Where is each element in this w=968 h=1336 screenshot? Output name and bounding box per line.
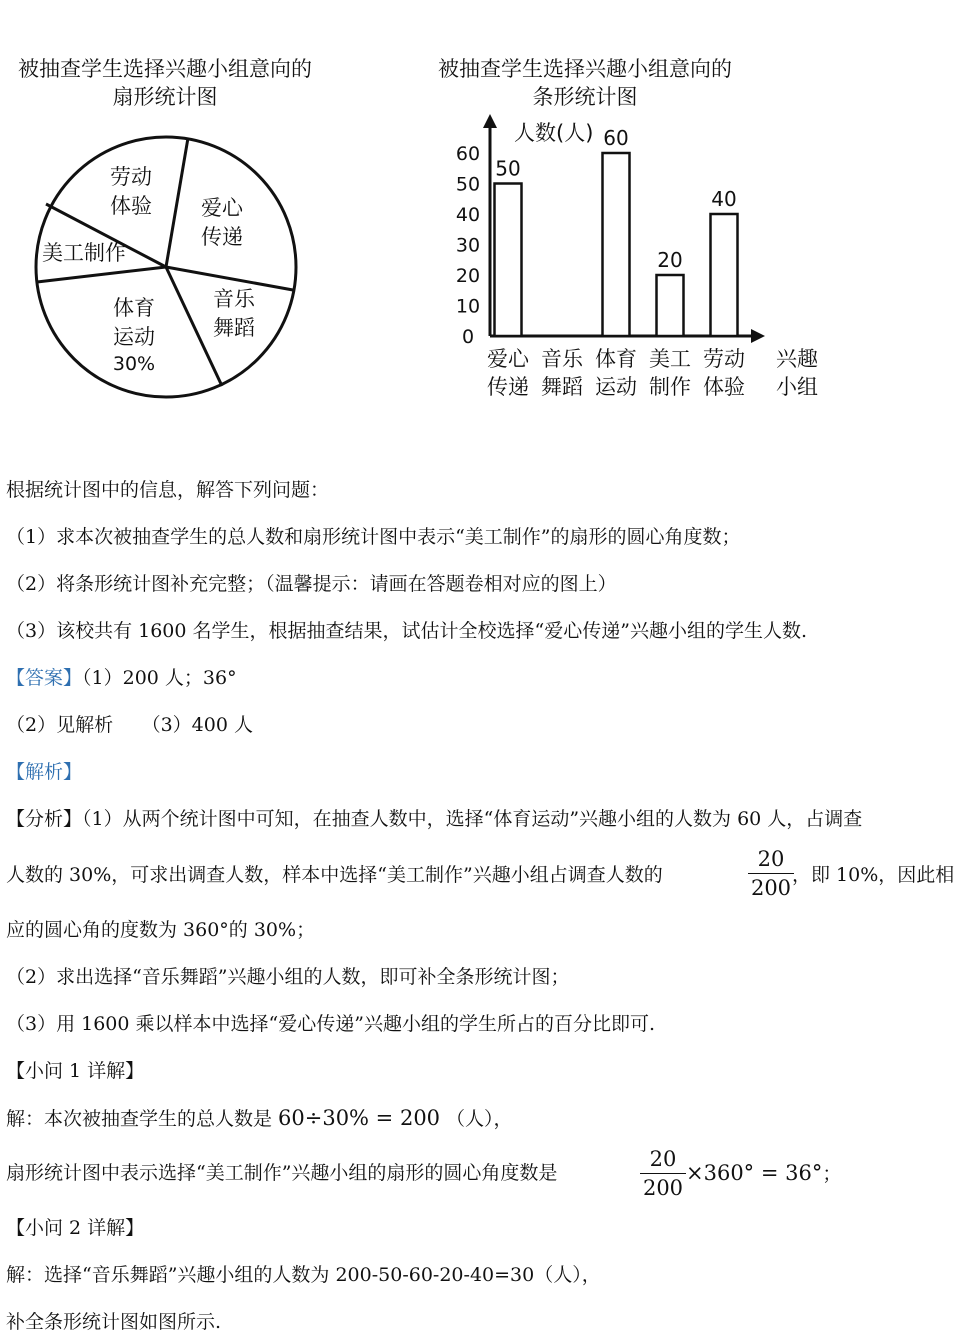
y-tick-label: 20 [455,265,481,287]
x-axis-label-line2: 小组 [776,375,818,399]
fenxi-5: （3）用 1600 乘以样本中选择“爱心传递”兴趣小组的学生所占的百分比即可. [6,1013,655,1035]
pie-label-laodong-1: 劳动 [110,165,152,189]
x-tick-label-line2: 传递 [487,375,529,399]
sub2-tag: 【小问 2 详解】 [6,1217,145,1239]
sub1-tag: 【小问 1 详解】 [6,1060,145,1082]
y-tick-label: 60 [455,143,481,165]
bar-chart-title-line2: 条形统计图 [532,85,638,109]
y-tick-label: 30 [455,234,481,257]
pie-label-yinyue-2: 舞蹈 [213,316,255,340]
sub1-c: 扇形统计图中表示选择“美工制作”兴趣小组的扇形的圆心角度数是 [6,1162,558,1184]
answer-line-1 [6,666,237,690]
pie-label-meigong: 美工制作 [42,241,126,265]
fenxi-4: （2）求出选择“音乐舞蹈”兴趣小组的人数，即可补全条形统计图； [6,966,570,988]
pie-label-tiyu-2: 运动 [113,325,155,349]
sub2-b: 补全条形统计图如图所示. [6,1311,222,1333]
x-tick-label-line1: 体育 [595,347,637,371]
sub1-a: 解：本次被抽查学生的总人数是 [6,1108,273,1130]
fenxi-2a: 人数的 30%，可求出调查人数，样本中选择“美工制作”兴趣小组占调查人数的 [6,864,663,886]
sub1-b: （人）， [446,1108,513,1130]
fraction-bar [640,1173,686,1174]
fraction-20-200-b [640,1146,686,1201]
question-3: （3）该校共有 1600 名学生，根据抽查结果，试估计全校选择“爱心传递”兴趣小组的学生人数. [6,620,807,642]
data-label: 20 [657,248,683,272]
answer-1: （1）200 人；36° [82,667,237,689]
x-tick-label-line1: 爱心 [487,347,529,371]
y-axis-arrow [483,114,497,128]
pie-label-tiyu-1: 体育 [113,296,155,320]
x-tick-label-line1: 劳动 [703,347,745,371]
x-tick-label-line2: 舞蹈 [541,375,583,399]
fraction-denominator: 200 [750,876,792,900]
sub1-math: 60÷30% = 200 [278,1106,441,1130]
fraction-bar [748,873,794,874]
sub1-d: ； [822,1163,842,1185]
pie-label-aixin-2: 传递 [201,225,243,249]
y-tick-label: 10 [455,295,481,318]
x-tick-label-line1: 音乐 [541,347,583,371]
answer-tag: 【答案】 [6,667,83,689]
pie-label-laodong-2: 体验 [110,194,152,218]
pie-label-tiyu-percent: 30% [112,353,156,375]
fraction-denominator: 200 [642,1176,684,1200]
pie-chart [0,120,330,420]
pie-label-yinyue-1: 音乐 [213,287,255,311]
bar-3 [657,275,684,336]
x-tick-label-line2: 运动 [595,375,637,399]
x-tick-label-line1: 美工 [649,347,691,371]
question-2: （2）将条形统计图补充完整；（温馨提示：请画在答题卷相对应的图上） [6,573,617,595]
y-axis-label: 人数(人) [514,121,594,145]
pie-label-aixin-1: 爱心 [201,196,243,220]
y-tick-label: 50 [455,173,481,196]
fenxi-tag: 【分析】 [6,808,83,830]
y-tick-label: 0 [461,326,475,348]
bar-chart-title-line1: 被抽查学生选择兴趣小组意向的 [438,57,732,81]
fraction-numerator: 20 [649,1147,677,1171]
answer-2: （2）见解析 （3）400 人 [6,714,253,736]
sub1-math2-line [686,1161,841,1186]
bar-chart [420,110,820,410]
intro-text: 根据统计图中的信息，解答下列问题： [6,479,330,501]
data-label: 50 [495,156,521,181]
fenxi-3: 应的圆心角的度数为 360°的 30%； [6,919,316,941]
fenxi-2b: ，即 10%，因此相 [792,864,955,886]
sub1-math2: ×360° = 36° [686,1161,823,1185]
y-tick-label: 40 [455,204,481,226]
data-label: 40 [711,187,737,211]
fenxi-line-1 [6,807,862,831]
fraction-20-200-a [748,846,794,901]
pie-chart-title-line1: 被抽查学生选择兴趣小组意向的 [18,57,312,81]
x-axis-arrow [751,329,765,343]
bar-chart-title [420,55,750,111]
analysis-tag: 【解析】 [6,761,83,783]
pie-chart-title [0,55,330,111]
fraction-numerator: 20 [757,847,785,871]
bar-0 [495,184,522,337]
x-tick-label-line2: 体验 [703,375,745,399]
sub1-line-a [6,1106,513,1131]
bar-4 [711,214,738,336]
x-axis-label-line1: 兴趣 [776,347,818,371]
fenxi-1: （1）从两个统计图中可知，在抽查人数中，选择“体育运动”兴趣小组的人数为 60 人，占调查 [82,808,863,830]
question-1: （1）求本次被抽查学生的总人数和扇形统计图中表示“美工制作”的扇形的圆心角度数； [6,526,741,548]
bar-2 [603,153,630,336]
x-tick-label-line2: 制作 [649,375,691,399]
data-label: 60 [603,126,629,150]
pie-chart-title-line2: 扇形统计图 [112,85,218,109]
sub2-a: 解：选择“音乐舞蹈”兴趣小组的人数为 200-50-60-20-40=30（人）， [6,1264,601,1286]
